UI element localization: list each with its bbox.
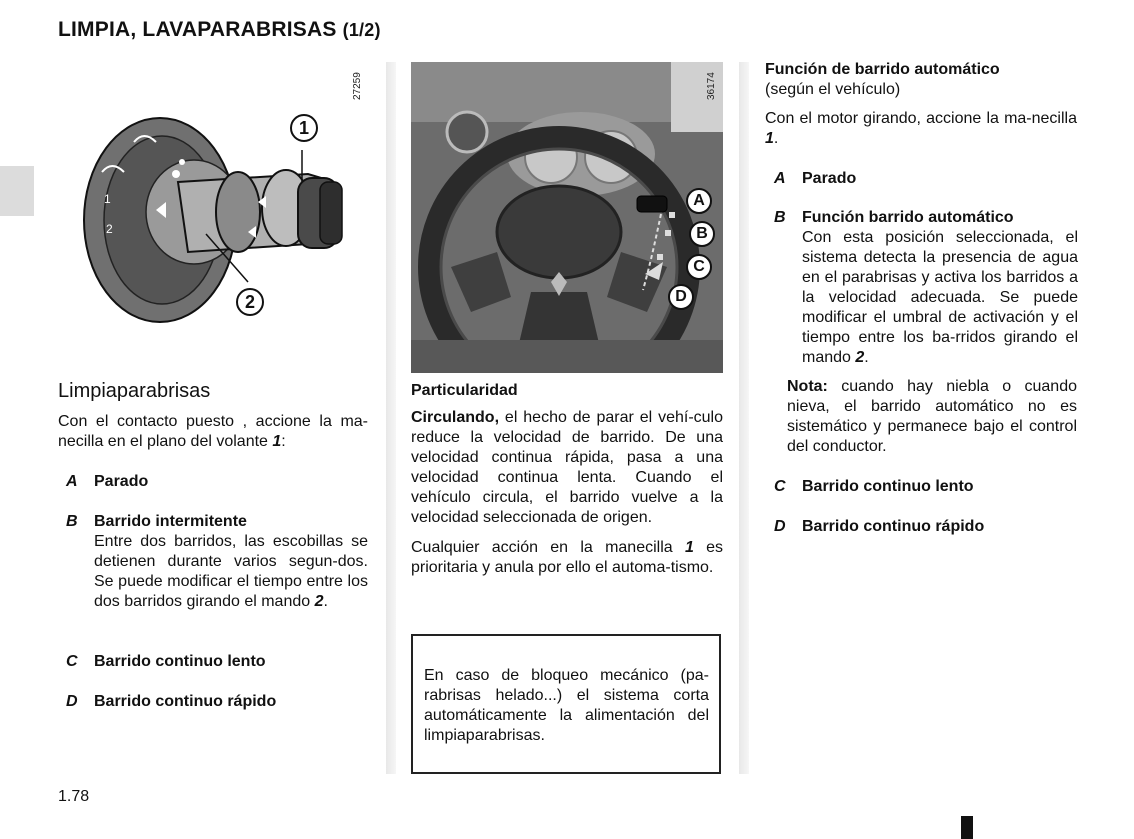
col3-intro-text: Con el motor girando, accione la ma-necilla (765, 110, 1077, 127)
callout-C: C (686, 254, 712, 280)
steering-wheel-photo (411, 62, 723, 373)
callout-1: 1 (290, 114, 318, 142)
lever-mark-1: 1 (104, 192, 111, 206)
col3-item-B (774, 208, 1078, 368)
page-title-main: LIMPIA, LAVAPARABRISAS (58, 18, 337, 41)
item-letter: A (774, 170, 786, 187)
col1-intro-text: Con el contacto puesto , accione la ma-necilla en el plano del volante (58, 413, 368, 450)
col2-p1-bold: Circulando, (411, 409, 500, 426)
page-number: 1.78 (58, 788, 90, 805)
col1-item-C (66, 652, 368, 672)
figure-ref-code-left: 27259 (352, 72, 363, 100)
steering-wheel-illustration (411, 62, 723, 373)
section-heading-limpiaparabrisas: Limpiaparabrisas (58, 380, 211, 402)
col1-item-B (66, 512, 368, 612)
item-body-text: Entre dos barridos, las escobillas se detienen durante varios segun-dos. Se puede modificar el tiempo entre los dos barridos girando el mando (94, 533, 368, 610)
item-head: Función barrido automático (802, 209, 1014, 226)
col2-paragraph-2 (411, 538, 723, 578)
item-body-text: Con esta posición seleccionada, el sistema detecta la presencia de agua en el parabrisas y activa los barridos a la velocidad adecuada. Se puede modificar el umbral de activación y el tiempo entre los ba-rridos girando el mando (802, 229, 1078, 366)
item-head: Barrido continuo rápido (94, 693, 277, 710)
wiper-stalk-figure (58, 62, 378, 332)
item-body (802, 228, 1078, 368)
item-head: Barrido continuo lento (802, 478, 974, 495)
item-head: Barrido continuo lento (94, 653, 266, 670)
figure-ref-code-center: 36174 (706, 72, 717, 100)
column-divider-2 (739, 62, 749, 774)
col1-intro (58, 412, 368, 452)
page-title (58, 18, 381, 42)
item-letter: D (66, 693, 78, 710)
item-body-ref: 2 (314, 593, 324, 610)
item-letter: D (774, 518, 786, 535)
callout-D: D (668, 284, 694, 310)
page-title-part: (1/2) (342, 20, 381, 40)
item-letter: A (66, 473, 78, 490)
col2-p2-ref: 1 (684, 539, 694, 556)
col2-paragraph-1 (411, 408, 723, 528)
item-head: Parado (94, 473, 149, 490)
col1-item-A (66, 472, 368, 492)
col3-item-D (774, 517, 1078, 537)
col3-note-label: Nota: (787, 378, 828, 395)
col1-intro-end: : (281, 433, 286, 450)
warning-note-text: En caso de bloqueo mecánico (pa-rabrisas helado...) el sistema corta automáticamente la alimentación del limpiaparabrisas. (424, 667, 709, 744)
item-body (94, 532, 368, 612)
col1-item-D (66, 692, 368, 712)
item-head: Parado (802, 170, 857, 187)
print-corner-mark (961, 816, 973, 839)
item-body-end: . (864, 349, 869, 366)
col3-note (787, 377, 1077, 457)
col3-item-A (774, 169, 1078, 189)
lever-mark-2: 2 (106, 222, 113, 236)
column-divider-1 (386, 62, 396, 774)
item-body-ref: 2 (855, 349, 865, 366)
section-heading-auto-wipe: Función de barrido automático (765, 61, 1000, 78)
item-head: Barrido intermitente (94, 513, 247, 530)
col2-p1-text: el hecho de parar el vehí-culo reduce la velocidad de barrido. De una velocidad continua rápida, pasa a una velocidad continua lenta. Cuando el vehículo circula, el barrido vuelve a la velocidad seleccionada de origen. (411, 409, 723, 526)
col3-note-text: cuando hay niebla o cuando nieva, el barrido automático no es sistemático y permanece bajo el control del conductor. (787, 378, 1077, 455)
item-letter: B (774, 209, 786, 226)
col2-p2-text: Cualquier acción en la manecilla (411, 539, 685, 556)
callout-2: 2 (236, 288, 264, 316)
item-head: Barrido continuo rápido (802, 518, 985, 535)
col3-intro-end: . (773, 130, 779, 147)
callout-A: A (686, 188, 712, 214)
col3-item-C (774, 477, 1078, 497)
item-letter: B (66, 513, 78, 530)
chapter-tab (0, 166, 34, 216)
col3-intro (765, 109, 1077, 149)
col2-p2-end: es prioritaria y anula por ello el automa-tismo. (411, 539, 724, 576)
col1-intro-ref: 1 (272, 433, 282, 450)
col3-intro-ref: 1 (765, 130, 774, 147)
section-subheading-auto-wipe: (según el vehículo) (765, 81, 901, 98)
callout-B: B (689, 221, 715, 247)
item-letter: C (66, 653, 78, 670)
item-letter: C (774, 478, 786, 495)
item-body-end: . (323, 593, 328, 610)
section-heading-particularidad: Particularidad (411, 382, 518, 399)
